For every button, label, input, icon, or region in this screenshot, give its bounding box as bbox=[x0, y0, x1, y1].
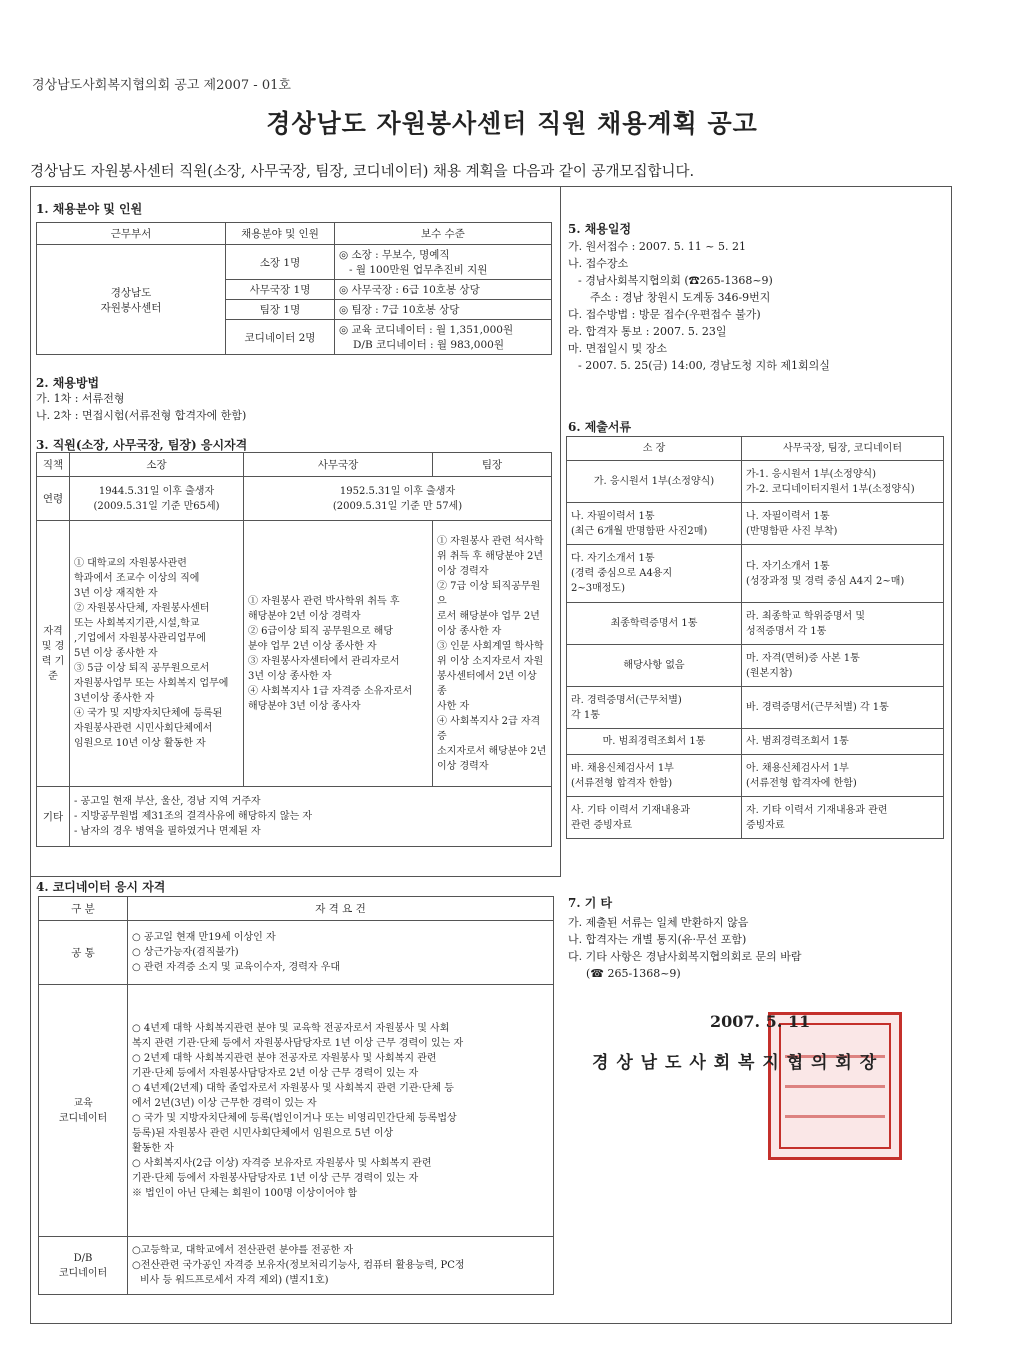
qual-line: ② 자원봉사단체, 자원봉사센터 bbox=[74, 603, 210, 614]
qual-line: ③ 자원봉사자센터에서 관리자로서 bbox=[248, 655, 400, 667]
qual-line: 로서 해당분야 업무 2년 bbox=[437, 610, 540, 622]
etc-line: - 남자의 경우 병역을 필하였거나 면제된 자 bbox=[74, 826, 261, 837]
schedule-line: 가. 원서접수 : 2007. 5. 11 ~ 5. 21 bbox=[568, 240, 746, 253]
header-director: 소장 bbox=[70, 453, 244, 477]
director-doc bbox=[567, 797, 742, 839]
section1-title: 1. 채용분야 및 인원 bbox=[36, 202, 143, 216]
method-item: 나. 2차 : 면접시험(서류전형 합격자에 한함) bbox=[36, 409, 247, 422]
common-label: 공 통 bbox=[39, 921, 128, 985]
doc-line: 사. 기타 이력서 기재내용과 bbox=[571, 804, 690, 816]
edu-line: 에서 2년(3년) 이상 근무한 경력이 있는 자 bbox=[132, 1097, 317, 1109]
director-doc bbox=[567, 545, 742, 603]
edu-label bbox=[39, 985, 128, 1237]
age-label: 연령 bbox=[37, 477, 70, 521]
edu-line: 복지 관련 기관·단체 등에서 자원봉사담당자로 1년 이상 근무 경력이 있는 자 bbox=[132, 1037, 464, 1049]
director-doc bbox=[567, 603, 742, 645]
qual-line: ① 자원봉사 관련 석사학 bbox=[437, 535, 544, 547]
doc-line: 가-1. 응시원서 1부(소정양식) bbox=[746, 468, 877, 480]
qual-line: 자원봉사업무 또는 사회복지 업무에 bbox=[74, 678, 229, 689]
doc-line: (서류전형 합격자에 한함) bbox=[746, 777, 857, 789]
qual-line: 학과에서 조교수 이상의 직에 bbox=[74, 573, 200, 584]
schedule-line: 주소 : 경남 창원시 도계동 346-9번지 bbox=[590, 291, 771, 304]
method-item: 가. 1차 : 서류전형 bbox=[36, 392, 125, 405]
doc-line: (서류전형 합격자 한함) bbox=[571, 777, 673, 789]
doc-line: 다. 자기소개서 1통 bbox=[746, 560, 830, 572]
qual-line: 해당분야 2년 이상 경력자 bbox=[248, 610, 361, 622]
doc-line: 가-2. 코디네이터지원서 1부(소정양식) bbox=[746, 483, 915, 495]
document-row bbox=[567, 797, 944, 839]
common-line: ○ 공고일 현재 만19세 이상인 자 bbox=[132, 932, 276, 943]
document-row bbox=[567, 503, 944, 545]
qual-leader bbox=[433, 521, 552, 787]
pay-line: ◎ 소장 : 무보수, 명예직 bbox=[339, 249, 450, 261]
staff-doc bbox=[742, 755, 944, 797]
doc-line: 각 1통 bbox=[571, 709, 600, 721]
doc-line: 바. 경력증명서(근무처별) 각 1통 bbox=[746, 702, 889, 713]
other-list bbox=[568, 914, 802, 982]
etc-line: - 공고일 현재 부산, 울산, 경남 지역 거주자 bbox=[74, 796, 261, 807]
qual-line: 해당분야 3년 이상 종사자 bbox=[248, 700, 361, 712]
qual-line: 이상 경력자 bbox=[437, 565, 489, 577]
doc-line: 관련 증빙자료 bbox=[571, 819, 633, 831]
qual-line: ③ 5급 이상 퇴직 공무원으로서 bbox=[74, 663, 210, 674]
position-cell: 코디네이터 2명 bbox=[226, 320, 335, 355]
document-row bbox=[567, 461, 944, 503]
dept-line: 자원봉사센터 bbox=[100, 301, 162, 314]
doc-line: 2~3매정도) bbox=[571, 583, 625, 594]
other-line: 다. 기타 사항은 경남사회복지협의회로 문의 바람 bbox=[568, 950, 802, 963]
doc-line: (반명함판 사진 부착) bbox=[746, 525, 838, 537]
section-divider bbox=[30, 876, 561, 877]
qual-line: ④ 국가 및 지방자치단체에 등록된 bbox=[74, 708, 223, 719]
qual-line: 이상 종사한 자 bbox=[437, 625, 502, 637]
qual-line: 위 취득 후 해당분야 2년 bbox=[437, 550, 544, 562]
qual-line: 또는 사회복지기관,시설,학교 bbox=[74, 618, 200, 629]
db-line: ○전산관련 국가공인 자격증 보유자(정보처리기능사, 컴퓨터 활용능력, PC정 bbox=[132, 1260, 465, 1271]
schedule-line: 나. 접수장소 bbox=[568, 257, 629, 270]
common-line: ○ 관련 자격증 소지 및 교육이수자, 경력자 우대 bbox=[132, 962, 341, 973]
header-manager: 사무국장 bbox=[244, 453, 433, 477]
dept-line: 경상남도 bbox=[110, 286, 152, 299]
qual-line: ② 7급 이상 퇴직공무원으 bbox=[437, 580, 541, 607]
header-dept: 근무부서 bbox=[37, 223, 226, 245]
common-cell bbox=[128, 921, 554, 985]
common-line: ○ 상근가능자(겸직불가) bbox=[132, 947, 239, 958]
section6-title: 6. 제출서류 bbox=[568, 420, 632, 434]
staff-doc bbox=[742, 687, 944, 729]
doc-line: 다. 자기소개서 1통 bbox=[571, 553, 655, 564]
issue-date: 2007. 5. 11 bbox=[710, 1012, 811, 1031]
doc-line: 나. 자필이력서 1통 bbox=[746, 510, 830, 522]
notice-number: 경상남도사회복지협의회 공고 제2007 - 01호 bbox=[32, 78, 291, 93]
doc-line: (성장과정 및 경력 중심 A4지 2~매) bbox=[746, 575, 905, 587]
qual-line: 소지자로서 해당분야 2년 bbox=[437, 745, 547, 757]
db-label-line: 코디네이터 bbox=[58, 1267, 108, 1279]
intro-text: 경상남도 자원봉사센터 직원(소장, 사무국장, 팀장, 코디네이터) 채용 계획을 다음과 같이 공개모집합니다. bbox=[30, 164, 695, 180]
section2-title: 2. 채용방법 bbox=[36, 376, 100, 390]
header-requirements: 자 격 요 건 bbox=[128, 897, 554, 921]
pay-cell: ◎ 사무국장 : 6급 10호봉 상당 bbox=[335, 280, 552, 300]
staff-doc bbox=[742, 645, 944, 687]
pay-cell bbox=[335, 245, 552, 280]
edu-line: ○ 사회복지사(2급 이상) 자격증 보유자로 자원봉사 및 사회복지 관련 bbox=[132, 1157, 432, 1169]
qualification-table bbox=[36, 452, 552, 847]
doc-line: 최종학력증명서 1통 bbox=[610, 618, 698, 629]
doc-line: 아. 채용신체검사서 1부 bbox=[746, 762, 849, 774]
doc-line: 라. 최종학교 학위증명서 및 bbox=[746, 610, 865, 622]
other-line: (☎ 265-1368~9) bbox=[586, 967, 681, 980]
qual-label: 자격 및 경력 기준 bbox=[37, 521, 70, 787]
director-doc bbox=[567, 687, 742, 729]
qual-line: 임원으로 10년 이상 활동한 자 bbox=[74, 738, 206, 749]
doc-line: 라. 경력증명서(근무처별) bbox=[571, 694, 682, 706]
edu-line: ※ 법인이 아닌 단체는 회원이 100명 이상이어야 함 bbox=[132, 1187, 358, 1199]
doc-line: 가. 응시원서 1부(소정양식) bbox=[593, 476, 715, 487]
qual-line: 3년 이상 종사한 자 bbox=[248, 670, 332, 682]
age-line: (2009.5.31일 기준 만65세) bbox=[93, 500, 220, 512]
qual-line: ,기업에서 자원봉사관리업무에 bbox=[74, 633, 206, 644]
doc-line: 성적증명서 각 1통 bbox=[746, 625, 827, 637]
section5-title: 5. 채용일정 bbox=[568, 222, 632, 236]
qual-line: ① 대학교의 자원봉사관련 bbox=[74, 558, 187, 569]
db-line: 비사 등 워드프로세서 자격 제외) (별지1호) bbox=[140, 1275, 329, 1286]
edu-line: ○ 4년제 대학 사회복지관련 분야 및 교육학 전공자로서 자원봉사 및 사회 bbox=[132, 1022, 450, 1034]
schedule-line: - 경남사회복지협의회 (☎265-1368~9) bbox=[578, 274, 773, 287]
document-row bbox=[567, 645, 944, 687]
coordinator-table bbox=[38, 896, 554, 1295]
document-row bbox=[567, 755, 944, 797]
edu-cell bbox=[128, 985, 554, 1237]
qual-line: 사한 자 bbox=[437, 700, 470, 712]
staff-doc bbox=[742, 461, 944, 503]
doc-line: 나. 자필이력서 1통 bbox=[571, 510, 655, 522]
director-doc bbox=[567, 729, 742, 755]
db-cell bbox=[128, 1237, 554, 1295]
edu-line: 기관·단체 등에서 자원봉사담당자로 1년 이상 근무 경력이 있는 자 bbox=[132, 1172, 419, 1184]
staff-doc bbox=[742, 545, 944, 603]
schedule-line: 마. 면접일시 및 장소 bbox=[568, 342, 667, 355]
qual-line: 분야 업무 2년 이상 종사한 자 bbox=[248, 640, 377, 652]
page-title: 경상남도 자원봉사센터 직원 채용계획 공고 bbox=[266, 109, 758, 138]
header-staff-docs: 사무국장, 팀장, 코디네이터 bbox=[742, 437, 944, 461]
doc-line: 마. 자격(면허)증 사본 1통 bbox=[746, 652, 860, 664]
doc-line: 바. 채용신체검사서 1부 bbox=[571, 762, 674, 774]
edu-line: ○ 2년제 대학 사회복지관련 분야 전공자로 자원봉사 및 사회복지 관련 bbox=[132, 1052, 437, 1064]
column-divider bbox=[560, 186, 561, 876]
doc-line: (최근 6개월 반명함판 사진2매) bbox=[571, 525, 708, 537]
qual-line: ③ 인문 사회계열 학사학 bbox=[437, 640, 544, 652]
schedule-list bbox=[568, 238, 938, 374]
qual-line: 봉사센터에서 2년 이상 종 bbox=[437, 670, 537, 697]
age-others bbox=[244, 477, 552, 521]
header-category: 구 분 bbox=[39, 897, 128, 921]
pay-cell: ◎ 팀장 : 7급 10호봉 상당 bbox=[335, 300, 552, 320]
edu-line: ○ 4년제(2년제) 대학 졸업자로서 자원봉사 및 사회복지 관련 기관·단체 등 bbox=[132, 1082, 454, 1094]
doc-line: 사. 범죄경력조회서 1통 bbox=[746, 736, 849, 747]
schedule-line: 라. 합격자 통보 : 2007. 5. 23일 bbox=[568, 325, 727, 338]
qual-line: 3년이상 종사한 자 bbox=[74, 693, 155, 704]
qual-line: 3년 이상 재직한 자 bbox=[74, 588, 158, 599]
staff-table bbox=[36, 222, 552, 355]
schedule-line: 다. 접수방법 : 방문 접수(우편접수 불가) bbox=[568, 308, 761, 321]
dept-cell bbox=[37, 245, 226, 355]
director-doc bbox=[567, 645, 742, 687]
qual-line: ① 자원봉사 관련 박사학위 취득 후 bbox=[248, 595, 400, 607]
edu-label-line: 교육 bbox=[73, 1097, 93, 1109]
edu-line: ○ 국가 및 지방자치단체에 등록(법인이거나 또는 비영리민간단체 등록법상 bbox=[132, 1112, 457, 1124]
qual-line: ④ 사회복지사 2급 자격증 bbox=[437, 715, 541, 742]
doc-line: 증빙자료 bbox=[746, 819, 785, 831]
pay-line: D/B 코디네이터 : 월 983,000원 bbox=[353, 339, 504, 351]
qual-director bbox=[70, 521, 244, 787]
other-line: 나. 합격자는 개별 통지(유·무선 포함) bbox=[568, 933, 747, 946]
edu-line: 기관·단체 등에서 자원봉사담당자로 2년 이상 근무 경력이 있는 자 bbox=[132, 1067, 419, 1079]
qual-line: ② 6급이상 퇴직 공무원으로 해당 bbox=[248, 625, 393, 637]
header-role: 직책 bbox=[37, 453, 70, 477]
edu-line: 등록)된 자원봉사 관련 시민사회단체에서 임원으로 5년 이상 bbox=[132, 1127, 394, 1139]
schedule-line: - 2007. 5. 25(금) 14:00, 경남도청 지하 제1회의실 bbox=[578, 359, 830, 372]
issuer-name: 경 상 남 도 사 회 복 지 협 의 회 장 bbox=[592, 1053, 878, 1073]
staff-doc bbox=[742, 729, 944, 755]
qual-line: 이상 경력자 bbox=[437, 760, 489, 772]
qual-line: 자원봉사관련 시민사회단체에서 bbox=[74, 723, 213, 734]
header-pay: 보수 수준 bbox=[335, 223, 552, 245]
section4-title: 4. 코디네이터 응시 자격 bbox=[36, 880, 166, 894]
other-line: 가. 제출된 서류는 일체 반환하지 않음 bbox=[568, 916, 749, 929]
section7-title: 7. 기 타 bbox=[568, 896, 613, 910]
document-row bbox=[567, 603, 944, 645]
header-position: 채용분야 및 인원 bbox=[226, 223, 335, 245]
staff-doc bbox=[742, 503, 944, 545]
doc-line: 해당사항 없음 bbox=[623, 660, 685, 671]
official-seal bbox=[768, 1012, 902, 1160]
staff-doc bbox=[742, 797, 944, 839]
age-director bbox=[70, 477, 244, 521]
db-label-line: D/B bbox=[73, 1252, 93, 1264]
etc-cell bbox=[70, 787, 552, 847]
qual-line: 5년 이상 종사한 자 bbox=[74, 648, 158, 659]
position-cell: 사무국장 1명 bbox=[226, 280, 335, 300]
doc-line: (경력 중심으로 A4용지 bbox=[571, 568, 673, 579]
qual-line: ④ 사회복지사 1급 자격증 소유자로서 bbox=[248, 685, 413, 697]
director-doc bbox=[567, 461, 742, 503]
doc-line: 자. 기타 이력서 기재내용과 관련 bbox=[746, 804, 888, 816]
doc-line: (원본지참) bbox=[746, 667, 793, 679]
header-leader: 팀장 bbox=[433, 453, 552, 477]
doc-line: 마. 범죄경력조회서 1통 bbox=[602, 736, 706, 747]
position-cell: 팀장 1명 bbox=[226, 300, 335, 320]
section3-title: 3. 직원(소장, 사무국장, 팀장) 응시자격 bbox=[36, 438, 248, 452]
staff-doc bbox=[742, 603, 944, 645]
etc-line: - 지방공무원법 제31조의 결격사유에 해당하지 않는 자 bbox=[74, 811, 313, 822]
age-line: 1944.5.31일 이후 출생자 bbox=[98, 485, 215, 497]
document-row bbox=[567, 687, 944, 729]
db-line: ○고등학교, 대학교에서 전산관련 분야를 전공한 자 bbox=[132, 1245, 353, 1256]
age-line: 1952.5.31일 이후 출생자 bbox=[339, 485, 456, 497]
director-doc bbox=[567, 755, 742, 797]
qual-manager bbox=[244, 521, 433, 787]
position-cell: 소장 1명 bbox=[226, 245, 335, 280]
edu-label-line: 코디네이터 bbox=[58, 1112, 108, 1124]
db-label bbox=[39, 1237, 128, 1295]
header-director-docs: 소 장 bbox=[567, 437, 742, 461]
etc-label: 기타 bbox=[37, 787, 70, 847]
document-row bbox=[567, 545, 944, 603]
pay-line: ◎ 교육 코디네이터 : 월 1,351,000원 bbox=[339, 324, 514, 336]
pay-line: - 월 100만원 업무추진비 지원 bbox=[349, 264, 488, 276]
director-doc bbox=[567, 503, 742, 545]
pay-cell bbox=[335, 320, 552, 355]
qual-line: 위 이상 소지자로서 자원 bbox=[437, 655, 544, 667]
documents-table bbox=[566, 436, 944, 839]
edu-line: 활동한 자 bbox=[132, 1142, 174, 1154]
age-line: (2009.5.31일 기준 만 57세) bbox=[332, 500, 463, 512]
document-row bbox=[567, 729, 944, 755]
method-list bbox=[36, 390, 246, 424]
